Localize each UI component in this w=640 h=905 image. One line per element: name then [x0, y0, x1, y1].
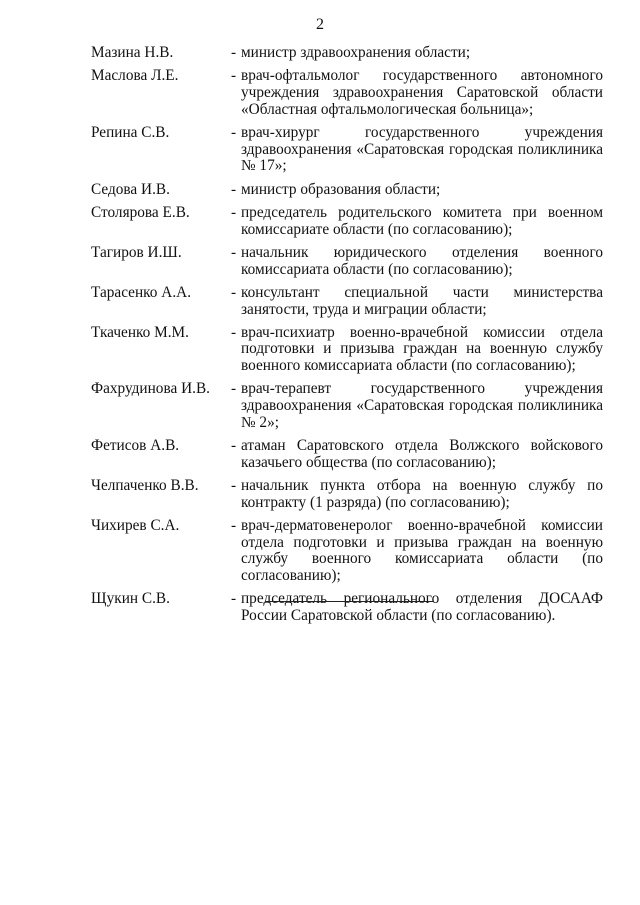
member-dash: - — [231, 590, 237, 608]
member-dash: - — [231, 380, 237, 398]
member-position: начальник юридического отделения военного комиссариата области (по согласованию); — [241, 243, 603, 278]
member-dash: - — [231, 323, 237, 341]
member-name: Ткаченко М.М. — [91, 323, 189, 341]
member-position: председатель родительского комитета при военном комиссариате области (по согласованию); — [241, 203, 603, 238]
member-position: председатель регионального отделения ДОСААФ России Саратовской области (по согласованию). — [241, 590, 603, 624]
member-name: Чихирев С.А. — [91, 517, 180, 535]
list-item — [91, 45, 603, 62]
member-name: Репина С.В. — [91, 123, 170, 141]
list-item — [91, 182, 603, 199]
member-name: Седова И.В. — [91, 180, 170, 198]
member-list — [91, 45, 603, 631]
member-dash: - — [231, 283, 237, 301]
member-name: Тагиров И.Ш. — [91, 243, 182, 261]
member-position: врач-офтальмолог государственного автономного учреждения здравоохранения Саратовской области «Областная офтальмологическая больница»; — [241, 67, 603, 118]
page-number: 2 — [316, 16, 324, 33]
list-item — [91, 68, 603, 118]
member-position: врач-терапевт государственного учреждения здравоохранения «Саратовская городская поликлиника № 2»; — [241, 380, 603, 431]
member-dash: - — [231, 477, 237, 495]
member-dash: - — [231, 243, 237, 261]
list-item — [91, 438, 603, 471]
member-dash: - — [231, 517, 237, 535]
member-position: консультант специальной части министерства занятости, труда и миграции области; — [241, 283, 603, 318]
member-name: Тарасенко А.А. — [91, 283, 192, 301]
member-dash: - — [231, 67, 237, 85]
member-position: министр образования области; — [241, 180, 441, 198]
member-position: врач-хирург государственного учреждения здравоохранения «Саратовская городская поликлиника № 17»; — [241, 123, 603, 175]
closing-divider — [265, 601, 433, 602]
member-name: Щукин С.В. — [91, 590, 170, 608]
member-position: врач-дерматовенеролог военно-врачебной комиссии отдела подготовки и призыва граждан на военную службу военного комиссариата области (по согласованию); — [241, 517, 603, 584]
list-item — [91, 381, 603, 431]
member-position: начальник пункта отбора на военную службу по контракту (1 разряда) (по согласованию); — [241, 477, 603, 511]
member-name: Маслова Л.Е. — [91, 67, 179, 85]
member-dash: - — [231, 203, 237, 221]
member-dash: - — [231, 44, 237, 61]
member-dash: - — [231, 180, 237, 198]
member-name: Фахрудинова И.В. — [91, 380, 210, 398]
member-dash: - — [231, 437, 237, 455]
member-position: министр здравоохранения области; — [241, 44, 471, 61]
member-name: Столярова Е.В. — [91, 203, 190, 221]
member-position: атаман Саратовского отдела Волжского войскового казачьего общества (по согласованию); — [241, 437, 603, 471]
member-name: Челпаченко В.В. — [91, 477, 199, 495]
list-item — [91, 478, 603, 511]
member-position: врач-психиатр военно-врачебной комиссии отдела подготовки и призыва граждан на военную службу военного комиссариата области (по согласованию); — [241, 323, 603, 375]
list-item — [91, 125, 603, 175]
member-dash: - — [231, 123, 237, 141]
list-item — [91, 285, 603, 318]
list-item — [91, 245, 603, 278]
member-name: Мазина Н.В. — [91, 44, 174, 61]
list-item — [91, 591, 603, 624]
list-item — [91, 205, 603, 238]
list-item — [91, 518, 603, 584]
list-item — [91, 325, 603, 375]
member-name: Фетисов А.В. — [91, 437, 180, 455]
